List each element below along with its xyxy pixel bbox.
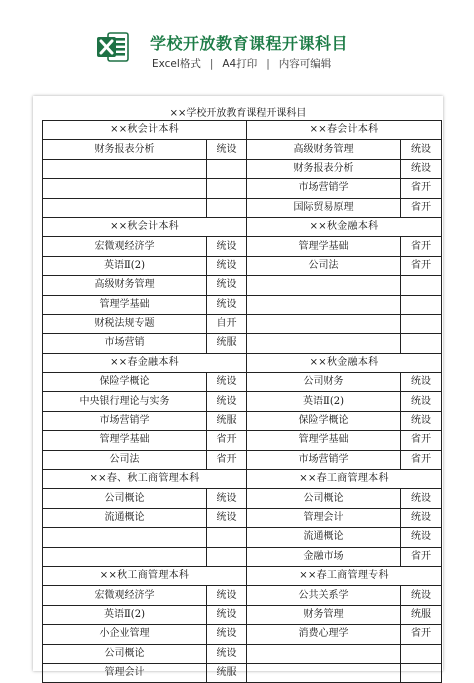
course-type-cell[interactable]: 统设	[207, 625, 247, 644]
table-row	[43, 605, 442, 624]
course-type-cell[interactable]: 统服	[207, 411, 247, 430]
course-type-cell[interactable]: 统设	[207, 237, 247, 256]
course-type-cell[interactable]: 省开	[401, 547, 442, 566]
table-row	[43, 411, 442, 430]
course-type-cell[interactable]	[401, 314, 442, 333]
course-type-cell[interactable]: 统设	[207, 508, 247, 527]
course-type-cell[interactable]: 统设	[207, 489, 247, 508]
course-name-cell[interactable]: 英语Ⅱ(2)	[247, 392, 401, 411]
table-row	[43, 140, 442, 159]
excel-icon	[96, 30, 130, 64]
course-name-cell[interactable]: 宏微观经济学	[43, 586, 207, 605]
course-name-cell[interactable]: 公司概论	[247, 489, 401, 508]
course-name-cell[interactable]: 管理学基础	[247, 237, 401, 256]
course-type-cell[interactable]: 省开	[401, 179, 442, 198]
course-type-cell[interactable]	[207, 198, 247, 217]
course-type-cell[interactable]: 统设	[401, 508, 442, 527]
course-type-cell[interactable]: 统设	[207, 276, 247, 295]
section-title-right[interactable]: ××春工商管理本科	[247, 470, 442, 489]
course-type-cell[interactable]: 省开	[401, 450, 442, 469]
table-row	[43, 547, 442, 566]
course-name-cell[interactable]: 财务管理	[247, 605, 401, 624]
course-name-cell[interactable]: 保险学概论	[43, 373, 207, 392]
course-name-cell[interactable]	[43, 198, 207, 217]
course-name-cell[interactable]	[247, 276, 401, 295]
course-type-cell[interactable]: 省开	[401, 256, 442, 275]
section-title-right[interactable]: ××春会计本科	[247, 121, 442, 140]
course-name-cell[interactable]: 流通概论	[43, 508, 207, 527]
table-row	[43, 450, 442, 469]
course-name-cell[interactable]: 管理学基础	[43, 295, 207, 314]
course-name-cell[interactable]	[43, 179, 207, 198]
section-header-row	[43, 353, 442, 372]
table-row	[43, 276, 442, 295]
course-name-cell[interactable]: 财税法规专题	[43, 314, 207, 333]
course-name-cell[interactable]: 公司概论	[43, 644, 207, 663]
course-name-cell[interactable]: 公司概论	[43, 489, 207, 508]
table-row	[43, 644, 442, 663]
section-header-row	[43, 217, 442, 236]
section-title-right[interactable]: ××秋金融本科	[247, 353, 442, 372]
course-type-cell[interactable]: 统设	[401, 586, 442, 605]
section-title-left[interactable]: ××秋会计本科	[43, 217, 247, 236]
course-name-cell[interactable]: 管理学基础	[43, 431, 207, 450]
course-name-cell[interactable]: 公共关系学	[247, 586, 401, 605]
table-row	[43, 295, 442, 314]
course-type-cell[interactable]: 统设	[401, 373, 442, 392]
course-type-cell[interactable]: 省开	[207, 431, 247, 450]
course-name-cell[interactable]: 流通概论	[247, 528, 401, 547]
course-table-body	[43, 121, 442, 683]
table-row	[43, 625, 442, 644]
course-type-cell[interactable]: 统设	[207, 392, 247, 411]
table-row	[43, 489, 442, 508]
course-type-cell[interactable]: 省开	[207, 450, 247, 469]
course-table	[42, 120, 442, 683]
course-name-cell[interactable]: 市场营销	[43, 334, 207, 353]
course-name-cell[interactable]: 高级财务管理	[43, 276, 207, 295]
spreadsheet-preview	[33, 96, 443, 679]
course-name-cell[interactable]: 财务报表分析	[43, 140, 207, 159]
course-name-cell[interactable]: 公司法	[247, 256, 401, 275]
course-type-cell[interactable]: 统设	[401, 159, 442, 178]
section-header-row	[43, 470, 442, 489]
course-type-cell[interactable]	[401, 644, 442, 663]
course-type-cell[interactable]	[401, 663, 442, 682]
table-row	[43, 528, 442, 547]
course-name-cell[interactable]	[43, 528, 207, 547]
section-title-left[interactable]: ××秋工商管理本科	[43, 566, 247, 585]
format-label: Excel格式	[152, 58, 201, 70]
table-row	[43, 334, 442, 353]
course-name-cell[interactable]: 中央银行理论与实务	[43, 392, 207, 411]
section-header-row	[43, 121, 442, 140]
course-name-cell[interactable]: 高级财务管理	[247, 140, 401, 159]
section-title-left[interactable]: ××秋会计本科	[43, 121, 247, 140]
separator: |	[266, 58, 270, 70]
course-type-cell[interactable]: 统设	[401, 140, 442, 159]
course-type-cell[interactable]: 统设	[207, 644, 247, 663]
table-row	[43, 237, 442, 256]
table-row	[43, 198, 442, 217]
course-type-cell[interactable]: 统服	[401, 605, 442, 624]
course-name-cell[interactable]: 管理学基础	[247, 431, 401, 450]
course-type-cell[interactable]: 统设	[207, 373, 247, 392]
course-type-cell[interactable]: 省开	[401, 625, 442, 644]
course-type-cell[interactable]: 自开	[207, 314, 247, 333]
course-type-cell[interactable]: 统设	[207, 586, 247, 605]
course-type-cell[interactable]: 省开	[401, 237, 442, 256]
course-name-cell[interactable]: 金融市场	[247, 547, 401, 566]
course-type-cell[interactable]: 统设	[401, 392, 442, 411]
table-row	[43, 159, 442, 178]
course-name-cell[interactable]: 财务报表分析	[247, 159, 401, 178]
course-type-cell[interactable]: 统设	[207, 140, 247, 159]
course-name-cell[interactable]: 管理会计	[43, 663, 207, 682]
app-title: 学校开放教育课程开课科目	[150, 34, 349, 53]
table-row	[43, 586, 442, 605]
table-row	[43, 314, 442, 333]
course-name-cell[interactable]	[43, 159, 207, 178]
table-row	[43, 179, 442, 198]
course-type-cell[interactable]: 统服	[207, 663, 247, 682]
course-type-cell[interactable]: 统设	[207, 605, 247, 624]
course-name-cell[interactable]: 消费心理学	[247, 625, 401, 644]
course-name-cell[interactable]: 公司财务	[247, 373, 401, 392]
section-title-right[interactable]: ××春工商管理专科	[247, 566, 442, 585]
section-title-left[interactable]: ××春金融本科	[43, 353, 247, 372]
course-type-cell[interactable]: 统设	[401, 489, 442, 508]
course-name-cell[interactable]: 国际贸易原理	[247, 198, 401, 217]
course-name-cell[interactable]: 公司法	[43, 450, 207, 469]
table-row	[43, 508, 442, 527]
course-name-cell[interactable]: 英语Ⅱ(2)	[43, 605, 207, 624]
course-name-cell[interactable]	[247, 295, 401, 314]
course-name-cell[interactable]: 市场营销学	[247, 450, 401, 469]
editable-label: 内容可编辑	[278, 58, 332, 70]
course-type-cell[interactable]	[401, 276, 442, 295]
paper-label: A4打印	[222, 58, 258, 70]
course-name-cell[interactable]: 市场营销学	[43, 411, 207, 430]
section-title-left[interactable]: ××春、秋工商管理本科	[43, 470, 247, 489]
course-name-cell[interactable]	[247, 644, 401, 663]
table-row	[43, 392, 442, 411]
table-row	[43, 431, 442, 450]
course-type-cell[interactable]: 统服	[207, 334, 247, 353]
course-type-cell[interactable]: 统设	[207, 295, 247, 314]
separator: |	[209, 58, 214, 70]
course-type-cell[interactable]	[207, 547, 247, 566]
course-name-cell[interactable]: 宏微观经济学	[43, 237, 207, 256]
section-title-right[interactable]: ××秋金融本科	[247, 217, 442, 236]
course-name-cell[interactable]	[43, 547, 207, 566]
course-name-cell[interactable]	[247, 334, 401, 353]
course-name-cell[interactable]	[247, 663, 401, 682]
course-type-cell[interactable]: 统设	[401, 528, 442, 547]
section-header-row	[43, 566, 442, 585]
page-header	[0, 0, 474, 88]
course-name-cell[interactable]: 管理会计	[247, 508, 401, 527]
sheet-title: ××学校开放教育课程开课科目	[169, 108, 307, 119]
course-type-cell[interactable]: 统设	[207, 256, 247, 275]
meta-info	[152, 56, 331, 71]
course-type-cell[interactable]: 统设	[401, 411, 442, 430]
course-type-cell[interactable]	[207, 179, 247, 198]
table-row	[43, 373, 442, 392]
course-name-cell[interactable]: 英语Ⅱ(2)	[43, 256, 207, 275]
table-row	[43, 256, 442, 275]
course-type-cell[interactable]	[401, 334, 442, 353]
course-type-cell[interactable]: 省开	[401, 198, 442, 217]
table-row	[43, 663, 442, 682]
course-name-cell[interactable]	[247, 314, 401, 333]
course-type-cell[interactable]	[207, 159, 247, 178]
course-type-cell[interactable]	[401, 295, 442, 314]
course-type-cell[interactable]: 省开	[401, 431, 442, 450]
course-name-cell[interactable]: 保险学概论	[247, 411, 401, 430]
course-type-cell[interactable]	[207, 528, 247, 547]
course-name-cell[interactable]: 市场营销学	[247, 179, 401, 198]
course-name-cell[interactable]: 小企业管理	[43, 625, 207, 644]
